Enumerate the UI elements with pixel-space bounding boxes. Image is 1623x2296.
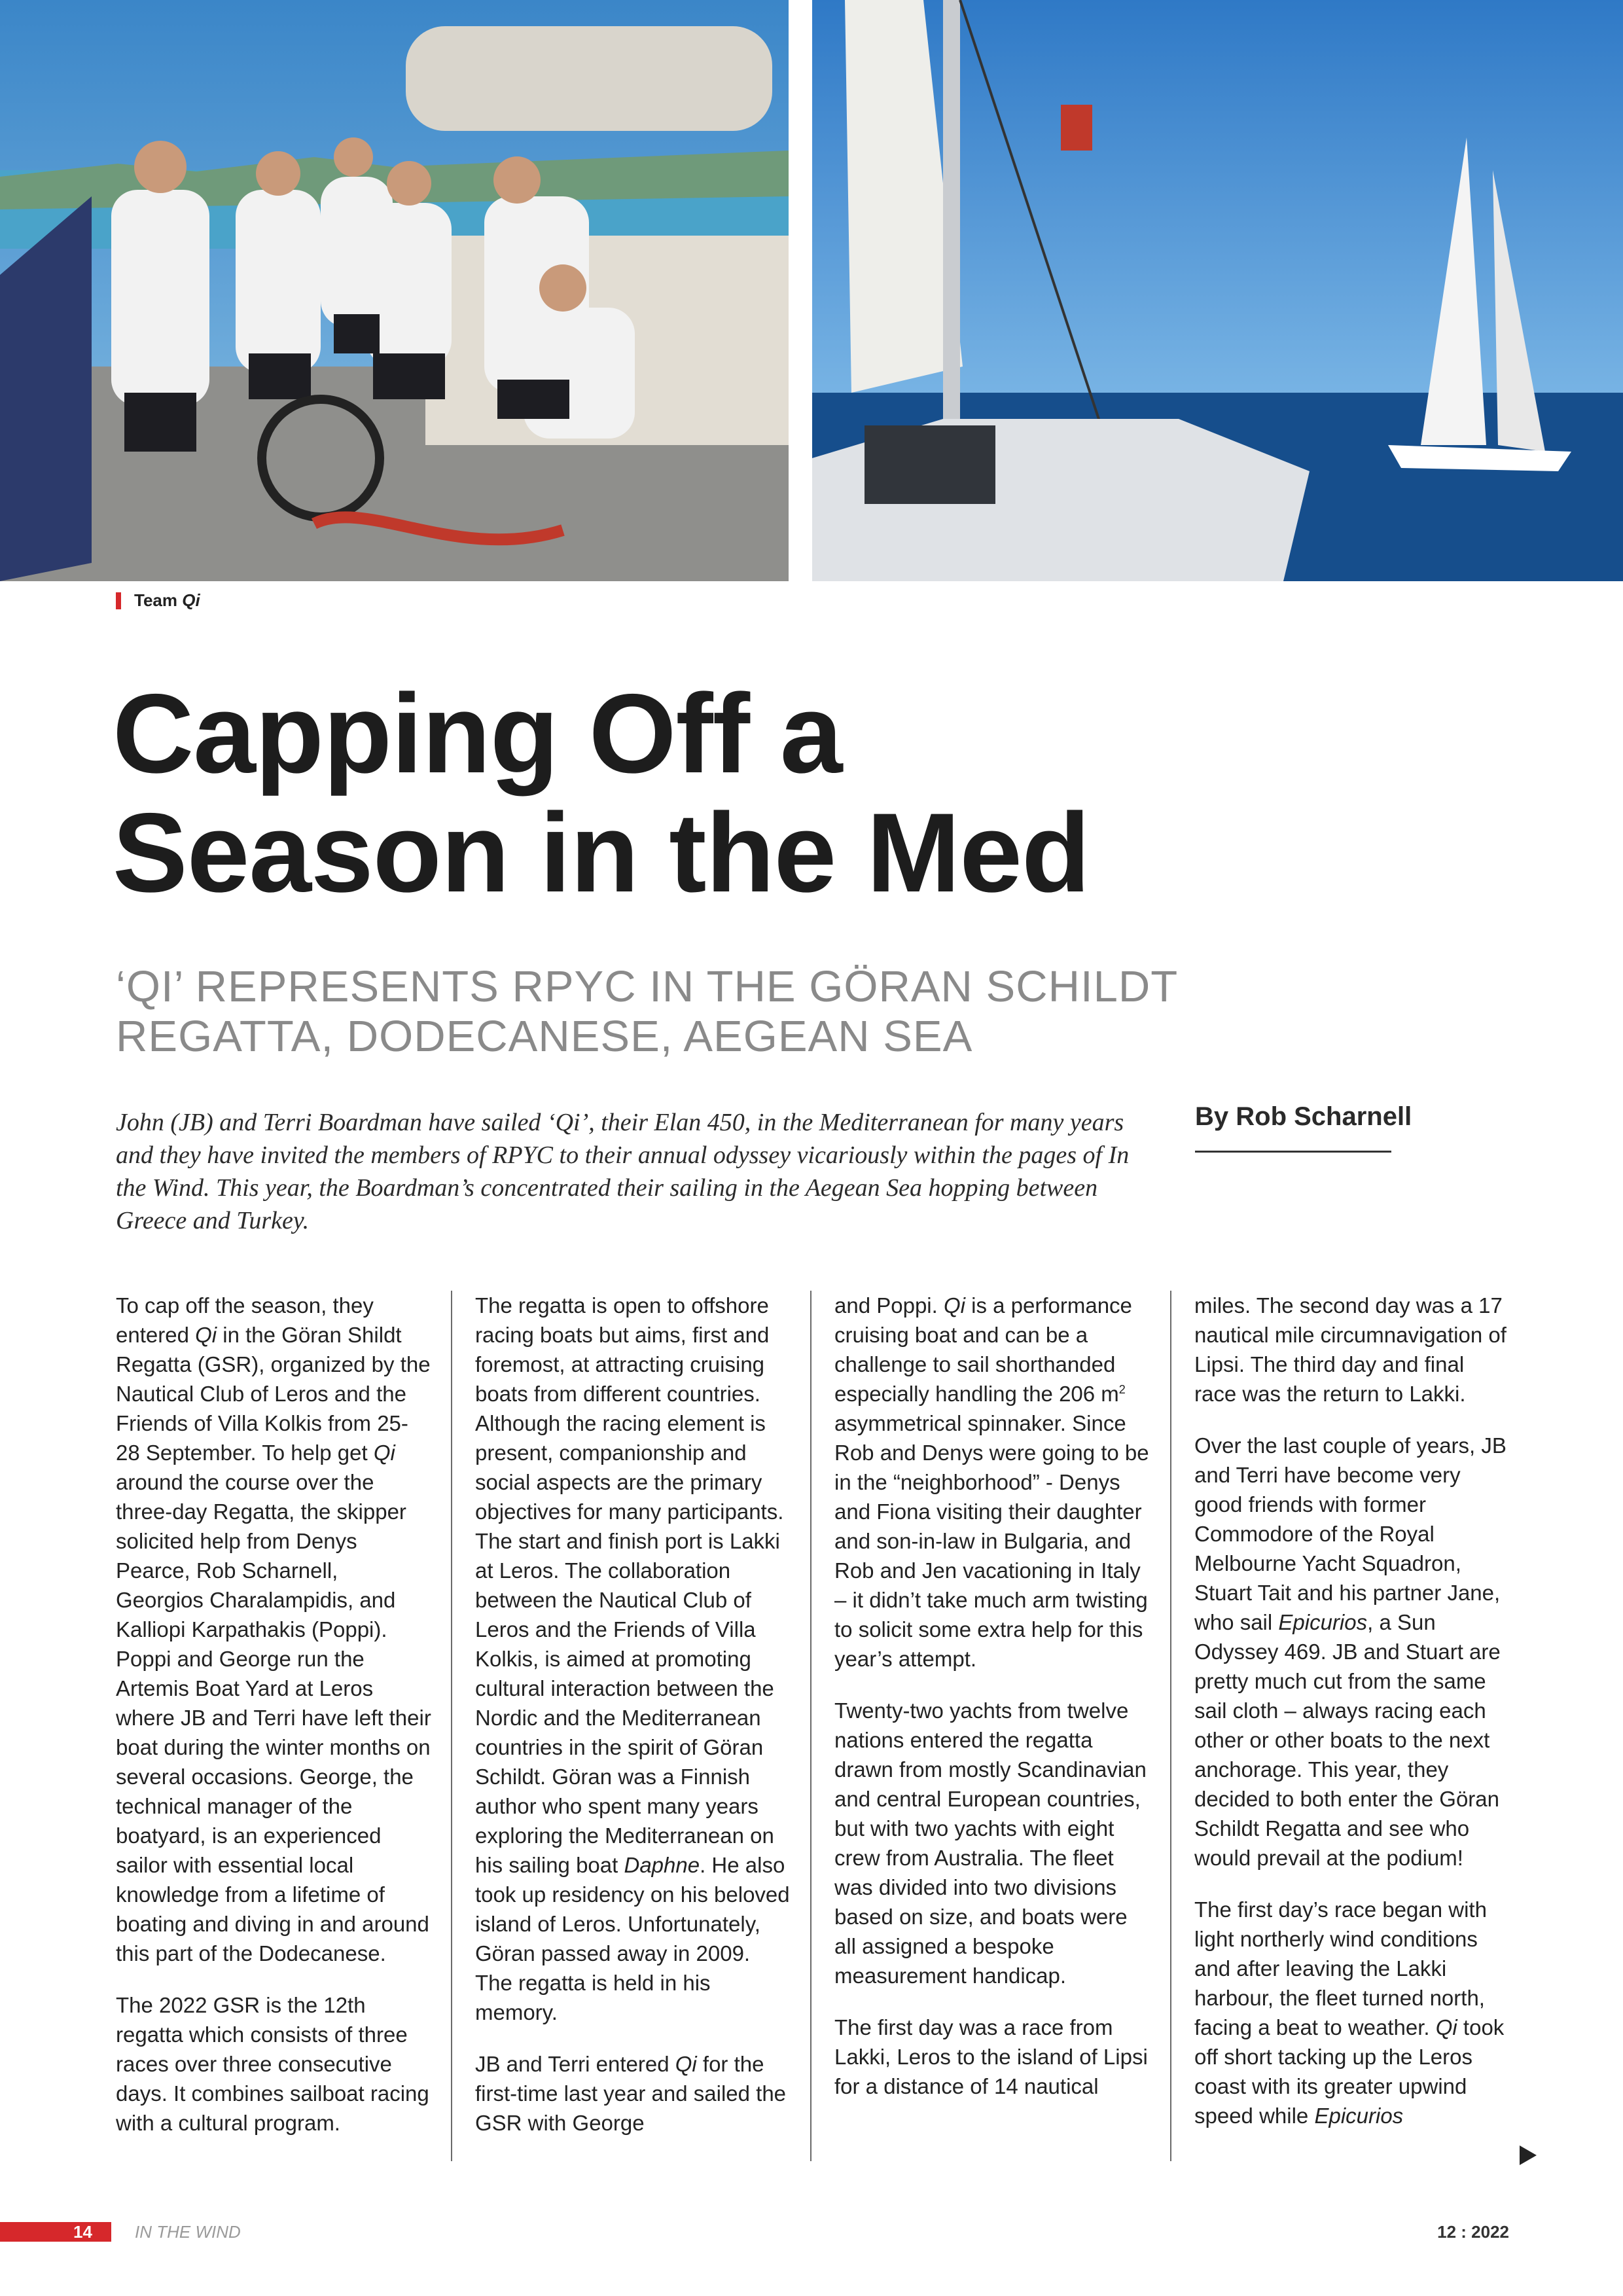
paragraph: JB and Terri entered Qi for the first-time last year and sailed the GSR with George bbox=[475, 2052, 787, 2135]
footer-accent-bar bbox=[0, 2222, 111, 2242]
byline: By Rob Scharnell bbox=[1195, 1102, 1412, 1131]
magazine-name: IN THE WIND bbox=[135, 2222, 241, 2242]
continue-arrow-icon bbox=[1520, 2145, 1537, 2165]
photo-caption bbox=[116, 590, 200, 611]
paragraph: and Poppi. Qi is a performance cruising boat and can be a challenge to sail shorthanded especially handling the 206 $m^2$ asymmetrical spinnaker. Since Rob and Denys were going to be in the “neighborhood” - Denys and Fiona visiting their daughter and son-in-law in Bulgaria, and Rob and Jen vacationing in Italy – it didn’t take much arm twisting to solicit some extra help for this year’s attempt. bbox=[834, 1293, 1149, 1671]
caption-text: Team Qi bbox=[134, 590, 200, 610]
caption-marker bbox=[116, 592, 121, 609]
paragraph: miles. The second day was a 17 nautical mile circumnavigation of Lipsi. The third day and final race was the return to Lakki. bbox=[1194, 1293, 1507, 1406]
paragraph: The first day was a race from Lakki, Leros to the island of Lipsi for a distance of 14 nautical bbox=[834, 2015, 1148, 2098]
byline-rule bbox=[1195, 1151, 1391, 1153]
column-divider bbox=[810, 1291, 812, 2161]
column-3 bbox=[834, 1291, 1150, 2168]
standfirst: John (JB) and Terri Boardman have sailed ‘Qi’, their Elan 450, in the Mediterranean for many years and they have invited the members of RPYC to their annual odyssey vicariously within the pages of In the Wind. This year, the Boardman’s concentrated their sailing in the Aegean Sea hopping between Greece and Turkey. bbox=[116, 1109, 1130, 1234]
headline-line2: Season in the Med bbox=[113, 790, 1090, 916]
article-body bbox=[116, 1291, 1507, 2168]
column-4 bbox=[1194, 1291, 1510, 2168]
crew-photo bbox=[0, 0, 789, 581]
issue-number: 12 : 2022 bbox=[1437, 2222, 1509, 2242]
sailing-photo bbox=[812, 0, 1623, 581]
subheading bbox=[116, 962, 1228, 1062]
column-divider bbox=[1170, 1291, 1171, 2161]
paragraph: The regatta is open to offshore racing boats but aims, first and foremost, at attracting cruising boats from different countries. Although the racing element is present, companionship and social aspects are the primary objectives for many participants. The start and finish port is Lakki at Leros. The collaboration between the Nautical Club of Leros and the Friends of Villa Kolkis, is aimed at promoting cultural interaction between the Nordic and the Mediterranean countries in the spirit of Göran Schildt. Göran was a Finnish author who spent many years exploring the Mediterranean on his sailing boat Daphne. He also took up residency on his beloved island of Leros. Unfortunately, Göran passed away in 2009. The regatta is held in his memory. bbox=[475, 1293, 790, 2024]
column-2 bbox=[475, 1291, 791, 2168]
subheading-line2: REGATTA, DODECANESE, AEGEAN SEA bbox=[116, 1012, 973, 1061]
paragraph: The first day’s race began with light northerly wind conditions and after leaving the Lakki harbour, the fleet turned north, facing a beat to weather. Qi took off short tacking up the Leros coast with its greater upwind speed while Epicurios bbox=[1194, 1897, 1505, 2128]
paragraph: To cap off the season, they entered Qi in the Göran Shildt Regatta (GSR), organized by the Nautical Club of Leros and the Friends of Villa Kolkis from 25-28 September. To help get Qi around the course over the three-day Regatta, the skipper solicited help from Denys Pearce, Rob Scharnell, Georgios Charalampidis, and Kalliopi Karpathakis (Poppi). Poppi and George run the Artemis Boat Yard at Leros where JB and Terri have left their boat during the winter months on several occasions. George, the technical manager of the boatyard, is an experienced sailor with essential local knowledge from a lifetime of boating and diving in and around this part of the Dodecanese. bbox=[116, 1293, 431, 1965]
column-1 bbox=[116, 1291, 431, 2168]
paragraph: The 2022 GSR is the 12th regatta which consists of three races over three consecutive days. It combines sailboat racing with a cultural program. bbox=[116, 1993, 429, 2135]
headline-line1: Capping Off a bbox=[113, 671, 842, 797]
subheading-line1: ‘QI’ REPRESENTS RPYC IN THE GÖRAN SCHILDT bbox=[116, 962, 1179, 1011]
paragraph: Twenty-two yachts from twelve nations entered the regatta drawn from mostly Scandinavian and central European countries, but with two yachts with eight crew from Australia. The fleet was divided into two divisions based on size, and boats were all assigned a bespoke measurement handicap. bbox=[834, 1698, 1147, 1988]
column-divider bbox=[451, 1291, 452, 2161]
headline bbox=[113, 671, 1356, 916]
page-number: 14 bbox=[73, 2222, 92, 2242]
paragraph: Over the last couple of years, JB and Terri have become very good friends with former Commodore of the Royal Melbourne Yacht Squadron, Stuart Tait and his partner Jane, who sail Epicurios, a Sun Odyssey 469. JB and Stuart are pretty much cut from the same sail cloth – always racing each other or other boats to the next anchorage. This year, they decided to both enter the Göran Schildt Regatta and see who would prevail at the podium! bbox=[1194, 1433, 1507, 1870]
